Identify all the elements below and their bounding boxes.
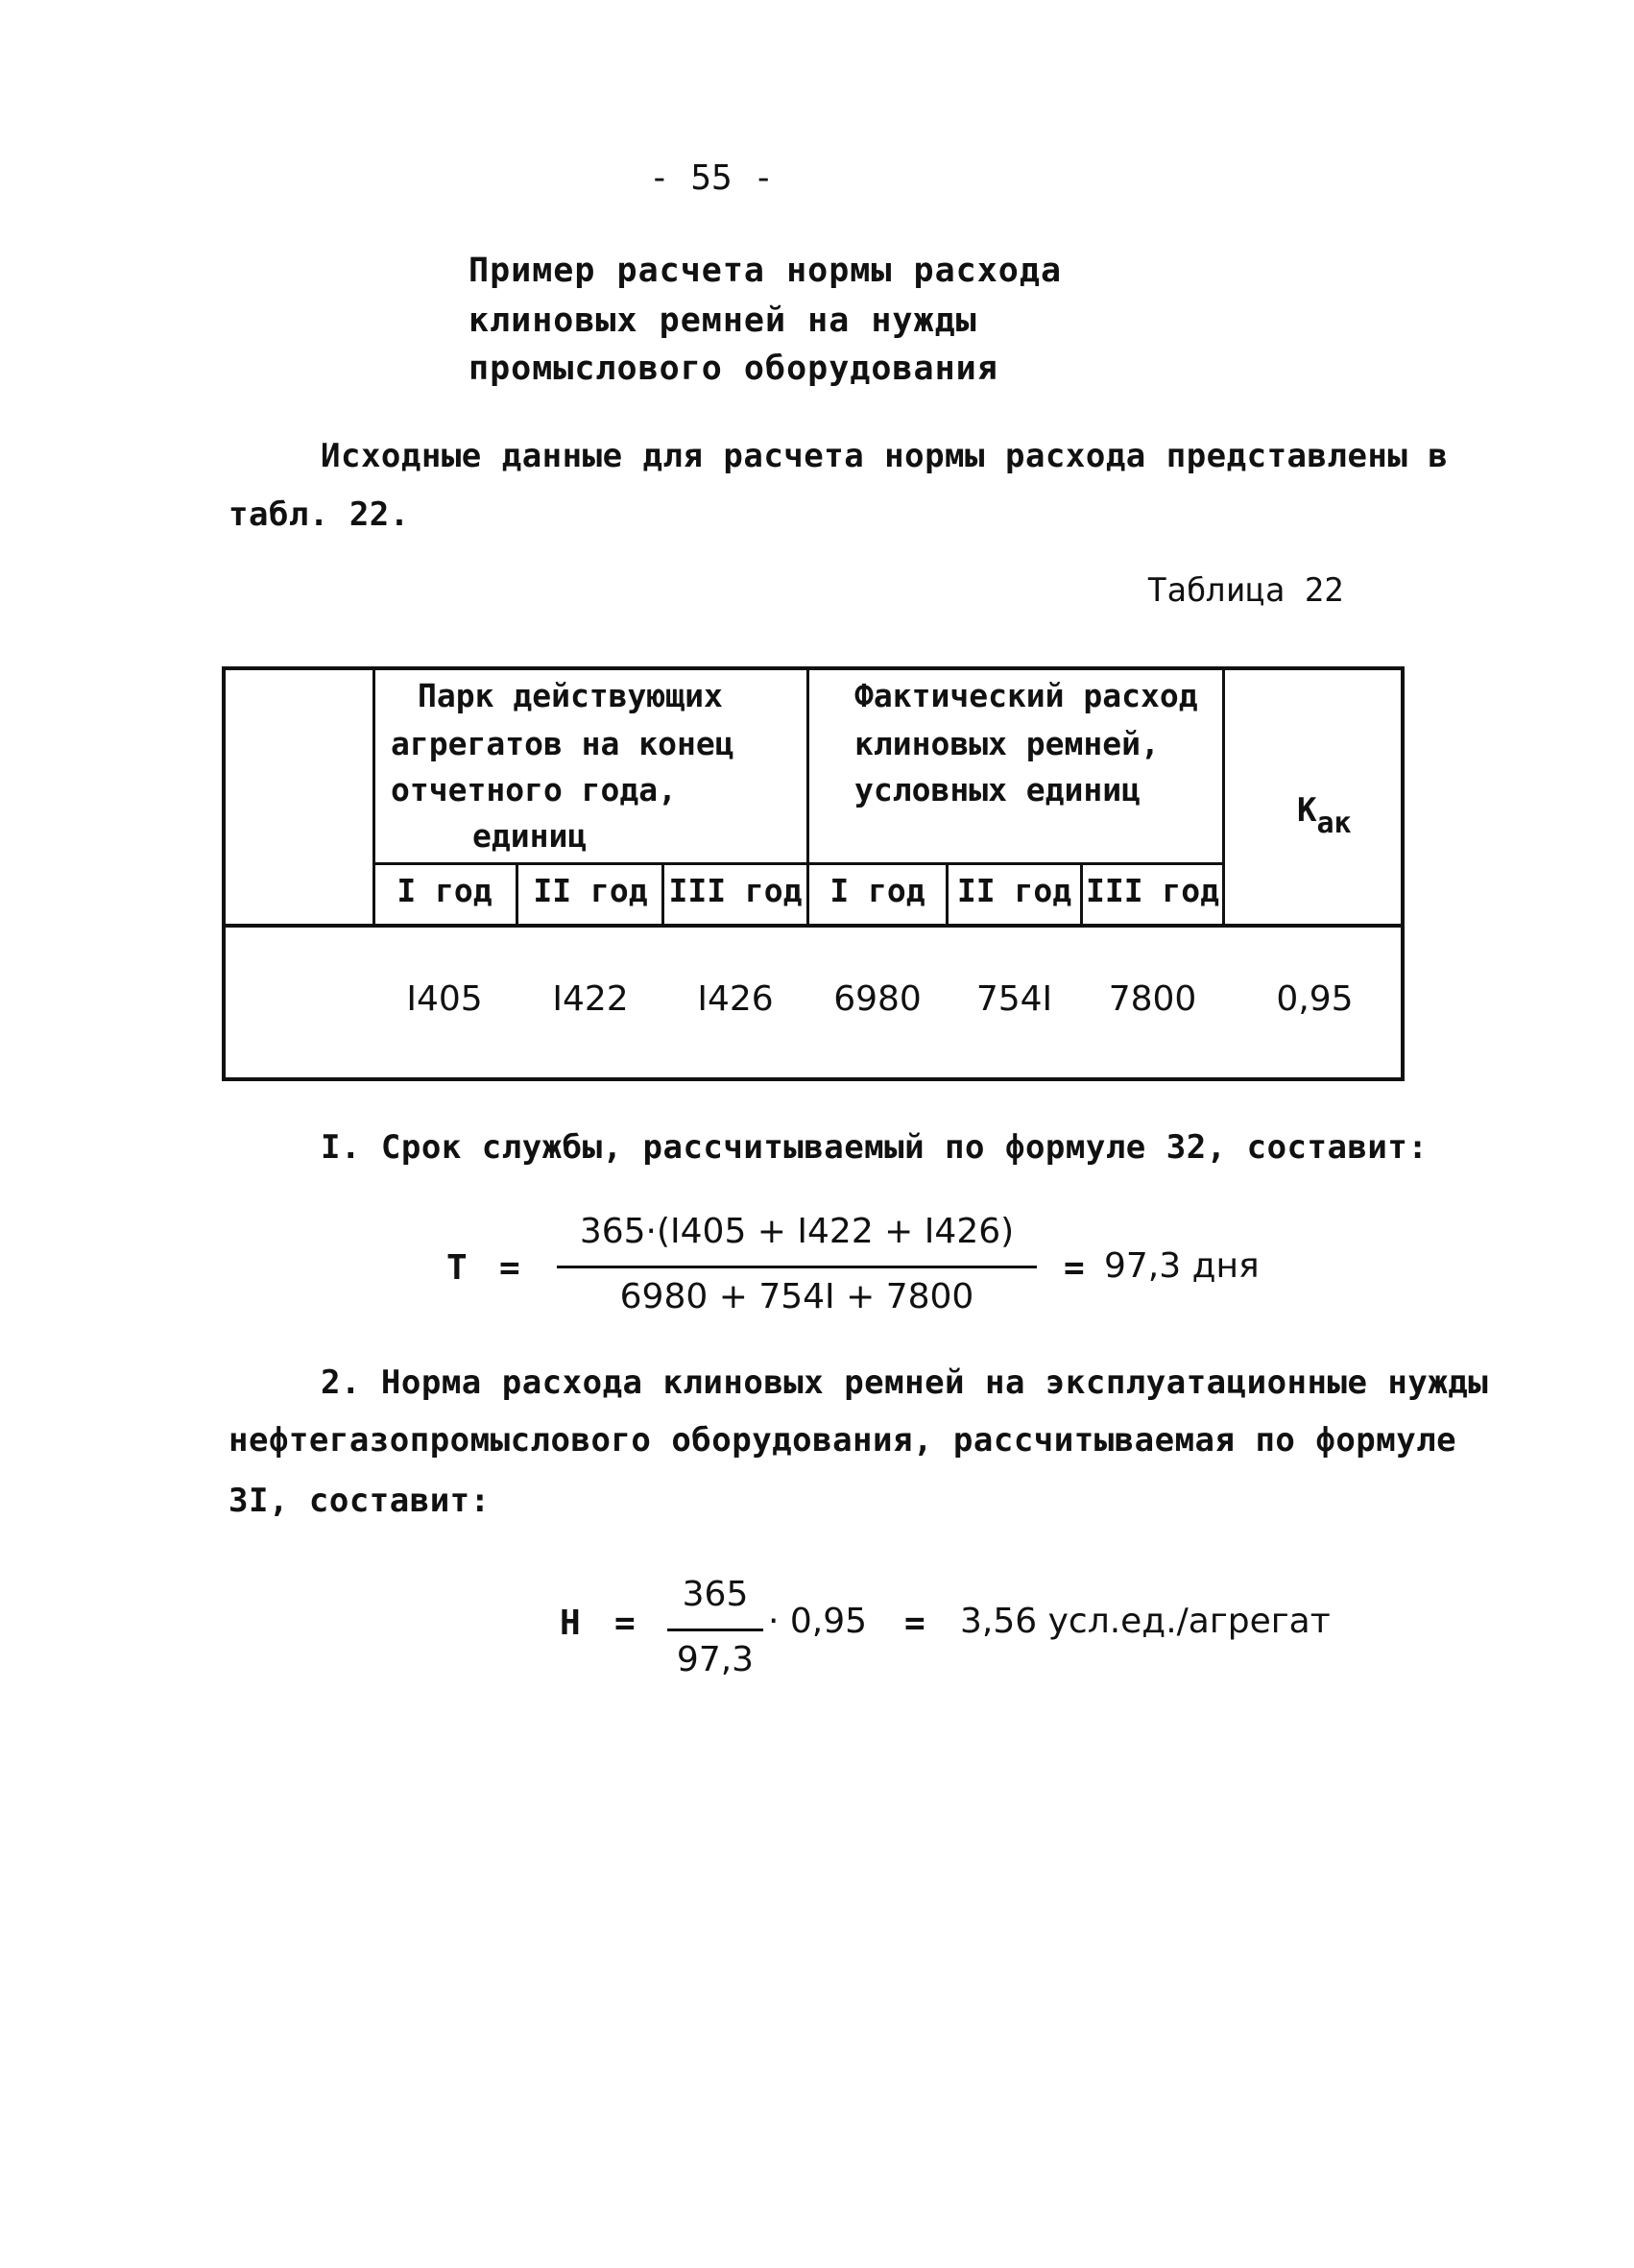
formula2-equals-2: =: [904, 1604, 925, 1643]
group1-header-line-3: отчетного года,: [391, 771, 678, 808]
formula1-equals-1: =: [499, 1248, 520, 1288]
formula1-lhs: Т: [446, 1248, 468, 1288]
page-number: - 55 -: [649, 158, 775, 198]
formula2-denominator: 97,3: [676, 1640, 755, 1679]
formula1-result: 97,3 дня: [1104, 1246, 1260, 1286]
value-fleet-year-1: I405: [406, 979, 483, 1019]
group2-header-line-1: Фактический расход: [854, 677, 1198, 714]
year-header-6: III год: [1085, 872, 1220, 909]
formula2-lhs: Н: [560, 1604, 581, 1643]
group1-header-line-4: единиц: [472, 817, 588, 855]
formula2-fraction-bar: [667, 1629, 763, 1631]
group1-header-line-2: агрегатов на конец: [391, 725, 734, 762]
intro-line-2: табл. 22.: [228, 495, 410, 534]
item2-line-1: 2. Норма расхода клиновых ремней на эксплуатационные нужды: [321, 1363, 1489, 1402]
data-table: [222, 666, 1405, 1081]
coefficient-symbol: К: [1297, 791, 1317, 830]
year-header-2: II год: [533, 872, 648, 909]
value-consumption-year-1: 6980: [833, 979, 922, 1019]
formula1-fraction-bar: [557, 1266, 1037, 1268]
value-fleet-year-2: I422: [552, 979, 629, 1019]
rule-h-header: [226, 924, 1405, 928]
value-coefficient: 0,95: [1276, 979, 1354, 1019]
item1-text: I. Срок службы, рассчитываемый по формуле 32, составит:: [321, 1128, 1429, 1167]
value-consumption-year-3: 7800: [1108, 979, 1197, 1019]
section-title-line-1: Пример расчета нормы расхода: [469, 252, 1063, 290]
rule-h-years: [372, 862, 1225, 865]
group1-header-line-1: Парк действующих: [418, 677, 723, 714]
year-header-3: III год: [668, 872, 803, 909]
formula1-equals-2: =: [1064, 1248, 1085, 1288]
formula2-equals-1: =: [614, 1604, 636, 1643]
table-caption: Таблица 22: [1147, 571, 1344, 610]
group2-header-line-3: условных единиц: [854, 771, 1141, 808]
coefficient-header: [1297, 791, 1352, 840]
formula2-numerator: 365: [682, 1575, 749, 1614]
section-title-line-2: клиновых ремней на нужды: [469, 302, 977, 340]
intro-line-1: Исходные данные для расчета нормы расхода представлены в: [321, 437, 1449, 475]
year-header-4: I год: [829, 872, 925, 909]
value-fleet-year-3: I426: [697, 979, 774, 1019]
value-consumption-year-2: 754I: [975, 979, 1053, 1019]
formula2-result: 3,56 усл.ед./агрегат: [960, 1602, 1331, 1641]
year-header-5: II год: [956, 872, 1072, 909]
section-title-line-3: промыслового оборудования: [469, 350, 998, 388]
formula1-numerator: 365·(I405 + I422 + I426): [579, 1212, 1015, 1251]
rule-v-3: [1222, 670, 1225, 928]
item2-line-3: 3I, составит:: [228, 1482, 491, 1520]
item2-line-2: нефтегазопромыслового оборудования, рассчитываемая по формуле: [228, 1421, 1457, 1460]
group2-header-line-2: клиновых ремней,: [854, 725, 1160, 762]
formula2-multiplier: · 0,95: [768, 1602, 868, 1641]
formula1-denominator: 6980 + 754I + 7800: [619, 1277, 974, 1316]
coefficient-subscript: ак: [1316, 807, 1352, 840]
year-header-1: I год: [396, 872, 493, 909]
